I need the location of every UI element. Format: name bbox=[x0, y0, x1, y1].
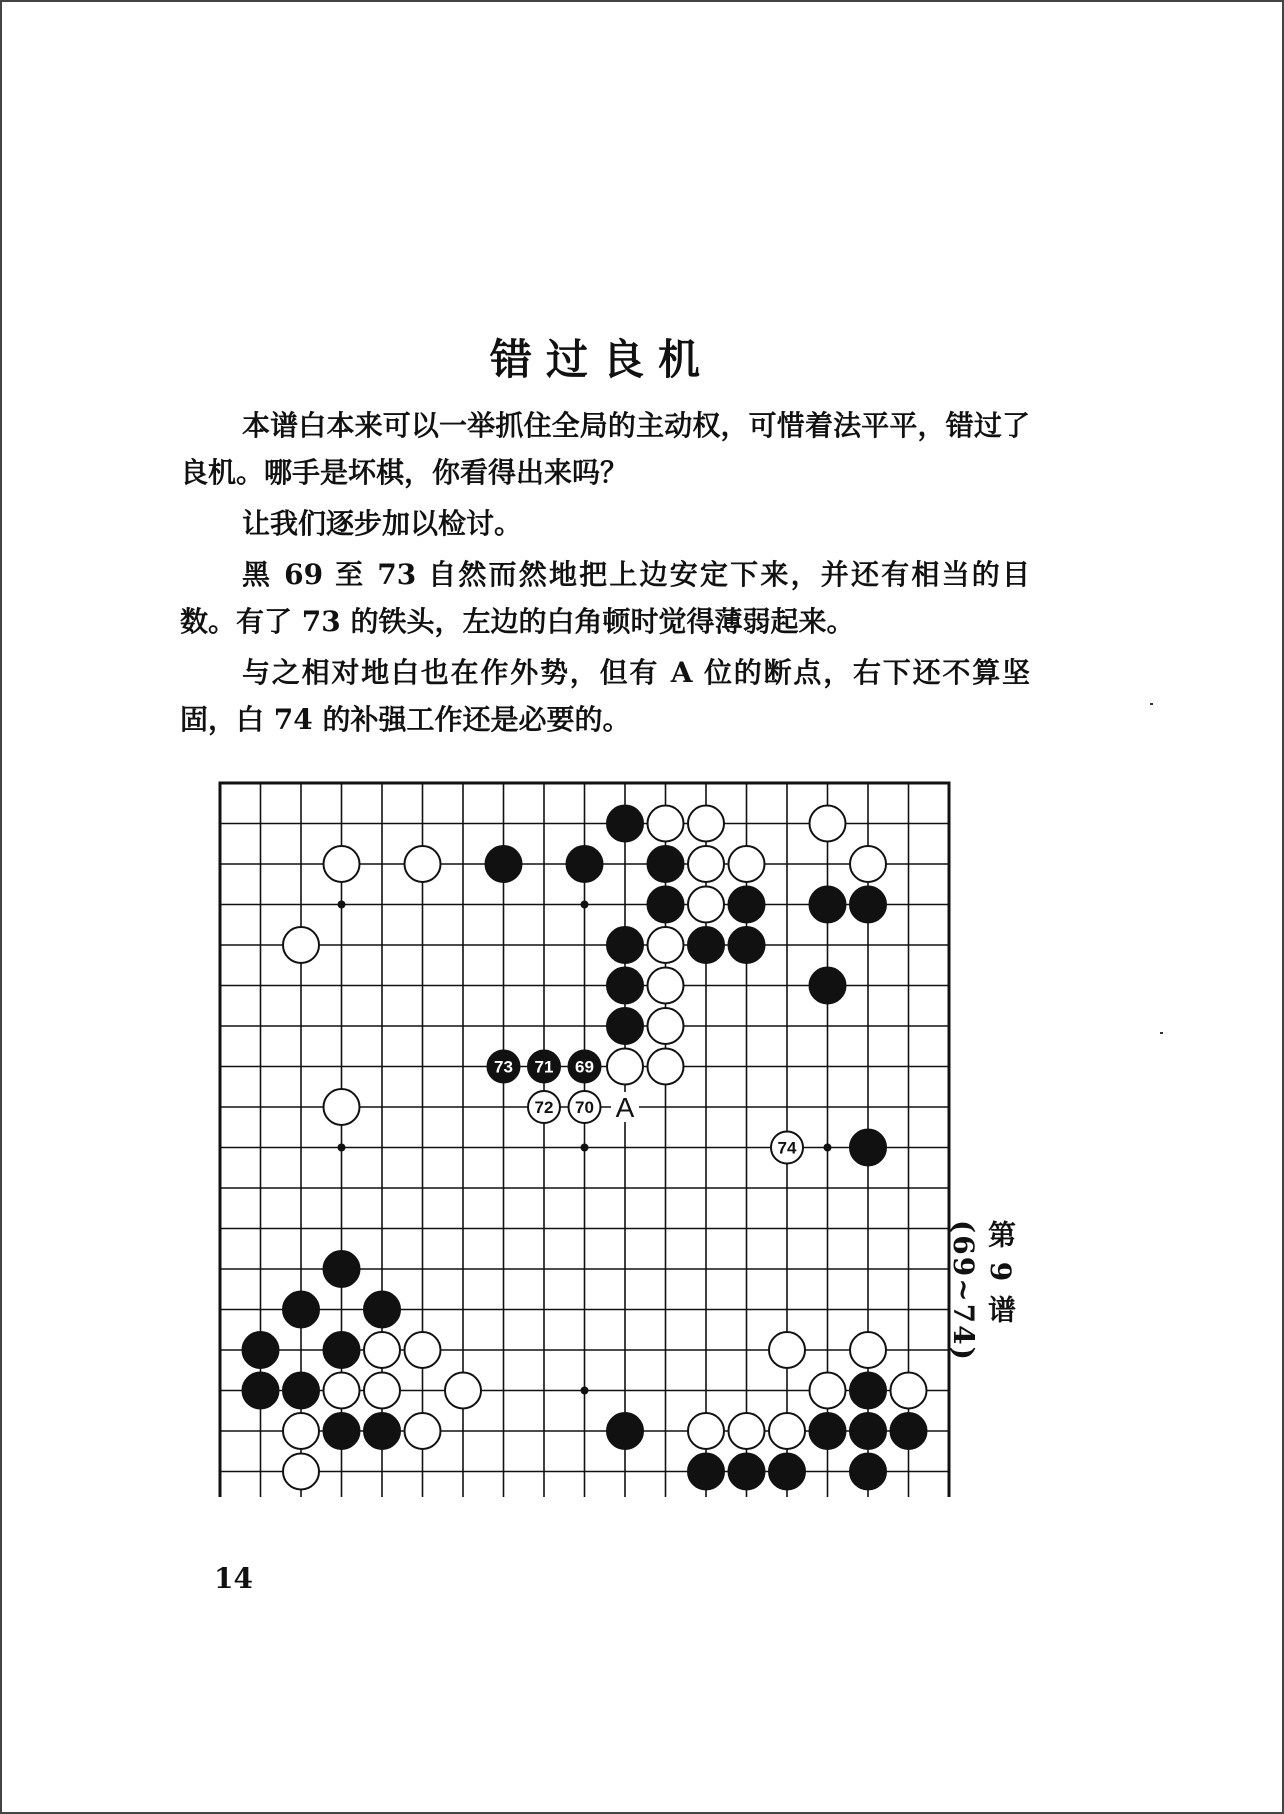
move-number-72: 72 bbox=[534, 1098, 554, 1117]
move-number-71: 71 bbox=[534, 1057, 554, 1077]
black-stone bbox=[486, 846, 522, 882]
black-stone bbox=[607, 1413, 643, 1449]
black-stone bbox=[850, 887, 886, 923]
black-stone bbox=[283, 1292, 319, 1328]
black-stone bbox=[648, 887, 684, 923]
white-stone bbox=[648, 968, 684, 1004]
white-stone bbox=[364, 1373, 400, 1409]
black-stone bbox=[324, 1413, 360, 1449]
white-stone bbox=[810, 1373, 846, 1409]
black-stone bbox=[607, 806, 643, 842]
star-point bbox=[338, 901, 346, 909]
scan-speck bbox=[1150, 703, 1153, 705]
star-point bbox=[581, 1144, 589, 1152]
white-stone bbox=[283, 1413, 319, 1449]
white-stone bbox=[769, 1413, 805, 1449]
black-stone bbox=[688, 1454, 724, 1490]
white-stone bbox=[324, 1089, 360, 1125]
white-stone bbox=[648, 927, 684, 963]
move-number-70: 70 bbox=[575, 1098, 594, 1117]
white-stone bbox=[648, 1008, 684, 1044]
black-stone bbox=[648, 846, 684, 882]
star-point bbox=[824, 1144, 832, 1152]
white-stone bbox=[283, 1454, 319, 1490]
black-stone bbox=[607, 968, 643, 1004]
star-point bbox=[338, 1144, 346, 1152]
black-stone bbox=[810, 1413, 846, 1449]
white-stone bbox=[283, 927, 319, 963]
white-stone bbox=[688, 1413, 724, 1449]
black-stone bbox=[243, 1332, 279, 1368]
black-stone bbox=[324, 1332, 360, 1368]
white-stone bbox=[405, 846, 441, 882]
diagram-caption: 第 9 谱 (69~74) bbox=[947, 1220, 1017, 1362]
paragraph: 本谱白本来可以一举抓住全局的主动权，可惜着法平平，错过了良机。哪手是坏棋，你看得出来吗？ bbox=[180, 409, 1030, 489]
black-stone bbox=[364, 1292, 400, 1328]
white-stone bbox=[729, 846, 765, 882]
white-stone bbox=[648, 806, 684, 842]
scan-speck bbox=[1160, 1032, 1163, 1034]
paragraph: 黑 69 至 73 自然而然地把上边安定下来，并还有相当的目数。有了 73 的铁头，左边的白角顿时觉得薄弱起来。 bbox=[180, 558, 1030, 638]
black-stone bbox=[243, 1373, 279, 1409]
white-stone bbox=[688, 806, 724, 842]
point-label-A: A bbox=[615, 1092, 635, 1123]
white-stone bbox=[850, 1332, 886, 1368]
black-stone bbox=[324, 1251, 360, 1287]
black-stone bbox=[810, 968, 846, 1004]
black-stone bbox=[729, 927, 765, 963]
black-stone bbox=[567, 846, 603, 882]
white-stone bbox=[891, 1373, 927, 1409]
black-stone bbox=[283, 1373, 319, 1409]
black-stone bbox=[769, 1454, 805, 1490]
black-stone bbox=[891, 1413, 927, 1449]
page-title: 错过良机 bbox=[489, 335, 714, 384]
white-stone bbox=[607, 1049, 643, 1085]
white-stone bbox=[445, 1373, 481, 1409]
black-stone bbox=[729, 887, 765, 923]
move-number-74: 74 bbox=[777, 1138, 797, 1158]
black-stone bbox=[729, 1454, 765, 1490]
white-stone bbox=[688, 887, 724, 923]
white-stone bbox=[324, 846, 360, 882]
move-number-73: 73 bbox=[494, 1057, 513, 1077]
white-stone bbox=[729, 1413, 765, 1449]
white-stone bbox=[405, 1413, 441, 1449]
white-stone bbox=[769, 1332, 805, 1368]
black-stone bbox=[688, 927, 724, 963]
move-number-69: 69 bbox=[575, 1057, 594, 1077]
star-point bbox=[581, 1387, 589, 1395]
paragraph: 与之相对地白也在作外势，但有 A 位的断点，右下还不算坚固，白 74 的补强工作还是必要的。 bbox=[180, 656, 1030, 736]
white-stone bbox=[810, 806, 846, 842]
paragraph: 让我们逐步加以检讨。 bbox=[242, 507, 523, 540]
black-stone bbox=[607, 1008, 643, 1044]
page-number: 14 bbox=[214, 1562, 253, 1595]
white-stone bbox=[688, 846, 724, 882]
black-stone bbox=[607, 927, 643, 963]
white-stone bbox=[405, 1332, 441, 1368]
white-stone bbox=[850, 846, 886, 882]
black-stone bbox=[850, 1454, 886, 1490]
black-stone bbox=[364, 1413, 400, 1449]
star-point bbox=[581, 901, 589, 909]
go-diagram bbox=[214, 777, 954, 1497]
white-stone bbox=[648, 1049, 684, 1085]
go-board bbox=[214, 777, 954, 1497]
black-stone bbox=[810, 887, 846, 923]
white-stone bbox=[324, 1373, 360, 1409]
black-stone bbox=[850, 1373, 886, 1409]
white-stone bbox=[364, 1332, 400, 1368]
body-text bbox=[180, 402, 1030, 747]
black-stone bbox=[850, 1413, 886, 1449]
black-stone bbox=[850, 1130, 886, 1166]
